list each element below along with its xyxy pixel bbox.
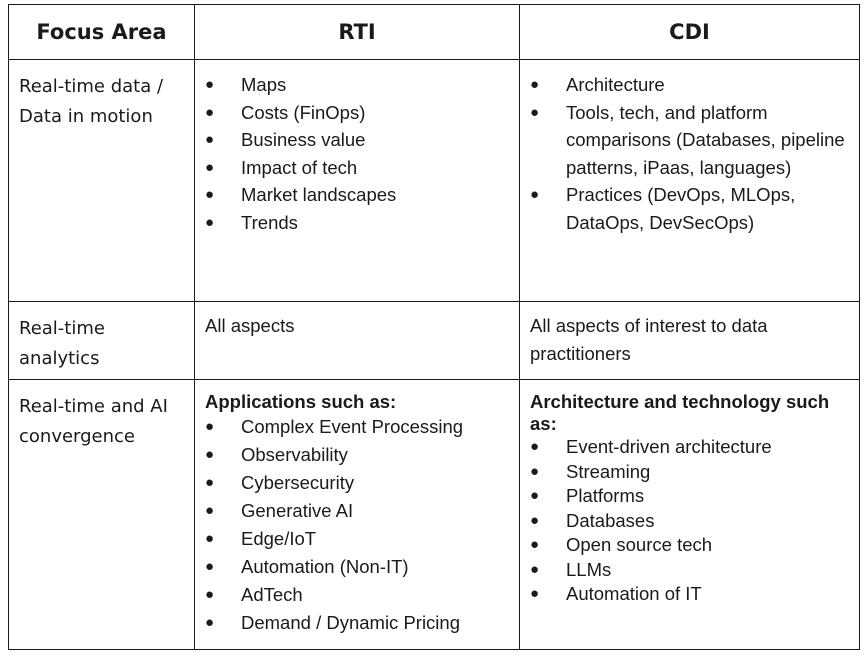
bullet-icon: ● bbox=[205, 586, 215, 603]
list-item: ● AdTech bbox=[205, 581, 511, 609]
list-item: ● Platforms bbox=[530, 484, 851, 509]
table-row bbox=[9, 302, 860, 380]
list-item: ● Cybersecurity bbox=[205, 469, 511, 497]
cdi-list bbox=[530, 435, 851, 607]
list-item: ● Open source tech bbox=[530, 533, 851, 558]
list-item: ● Automation of IT bbox=[530, 582, 851, 607]
bullet-icon: ● bbox=[530, 462, 540, 480]
bullet-icon: ● bbox=[205, 558, 215, 575]
header-focus-area: Focus Area bbox=[9, 5, 195, 60]
bullet-icon: ● bbox=[530, 560, 540, 578]
focus-area-table bbox=[8, 4, 860, 650]
list-item: ● Architecture bbox=[530, 71, 851, 99]
header-rti: RTI bbox=[195, 5, 520, 60]
list-item: ● Automation (Non-IT) bbox=[205, 553, 511, 581]
bullet-icon: ● bbox=[530, 438, 540, 455]
bullet-icon: ● bbox=[205, 446, 215, 463]
list-item: ● Streaming bbox=[530, 460, 851, 485]
table-row bbox=[9, 380, 860, 650]
list-item: ● LLMs bbox=[530, 558, 851, 583]
bullet-icon: ● bbox=[530, 487, 540, 504]
header-cdi: CDI bbox=[520, 5, 860, 60]
bullet-icon: ● bbox=[530, 103, 540, 121]
list-item: ● Maps bbox=[205, 71, 511, 99]
header-row bbox=[9, 5, 860, 60]
rti-list bbox=[205, 413, 511, 637]
list-item: ● Event-driven architecture bbox=[530, 435, 851, 460]
bullet-icon: ● bbox=[205, 103, 215, 121]
bullet-icon: ● bbox=[205, 213, 215, 231]
list-item: ● Impact of tech bbox=[205, 154, 511, 182]
bullet-icon: ● bbox=[530, 76, 540, 93]
list-item: ● Observability bbox=[205, 441, 511, 469]
rti-cell bbox=[195, 60, 520, 302]
cdi-cell bbox=[520, 380, 860, 650]
cdi-cell: All aspects of interest to data practitioners bbox=[520, 302, 860, 380]
list-item: ● Edge/IoT bbox=[205, 525, 511, 553]
rti-list bbox=[205, 71, 511, 236]
list-item: ● Databases bbox=[530, 509, 851, 534]
bullet-icon: ● bbox=[205, 158, 215, 176]
bullet-icon: ● bbox=[530, 186, 540, 203]
bullet-icon: ● bbox=[530, 536, 540, 553]
bullet-icon: ● bbox=[530, 585, 540, 602]
list-item: ● Costs (FinOps) bbox=[205, 99, 511, 127]
bullet-icon: ● bbox=[205, 418, 215, 435]
rti-cell: All aspects bbox=[195, 302, 520, 380]
bullet-icon: ● bbox=[205, 614, 215, 631]
rti-list-heading: Applications such as: bbox=[205, 391, 397, 412]
rti-cell bbox=[195, 380, 520, 650]
list-item: ● Practices (DevOps, MLOps, DataOps, DevSecOps) bbox=[530, 181, 851, 236]
bullet-icon: ● bbox=[205, 131, 215, 148]
list-item: ● Demand / Dynamic Pricing bbox=[205, 609, 511, 637]
list-item: ● Tools, tech, and platform comparisons (Databases, pipeline patterns, iPaas, languages) bbox=[530, 99, 851, 182]
focus-area-cell: Real-time analytics bbox=[9, 302, 195, 380]
list-item: ● Complex Event Processing bbox=[205, 413, 511, 441]
focus-area-cell: Real-time data / Data in motion bbox=[9, 60, 195, 302]
bullet-icon: ● bbox=[205, 502, 215, 519]
list-item: ● Generative AI bbox=[205, 497, 511, 525]
bullet-icon: ● bbox=[205, 186, 215, 203]
cdi-list-heading: Architecture and technology such as: bbox=[530, 391, 830, 434]
bullet-icon: ● bbox=[205, 530, 215, 547]
cdi-cell bbox=[520, 60, 860, 302]
table-row bbox=[9, 60, 860, 302]
bullet-icon: ● bbox=[205, 474, 215, 491]
list-item: ● Business value bbox=[205, 126, 511, 154]
focus-area-cell: Real-time and AI convergence bbox=[9, 380, 195, 650]
cdi-list bbox=[530, 71, 851, 236]
bullet-icon: ● bbox=[205, 76, 215, 93]
list-item: ● Trends bbox=[205, 209, 511, 237]
list-item: ● Market landscapes bbox=[205, 181, 511, 209]
bullet-icon: ● bbox=[530, 511, 540, 529]
